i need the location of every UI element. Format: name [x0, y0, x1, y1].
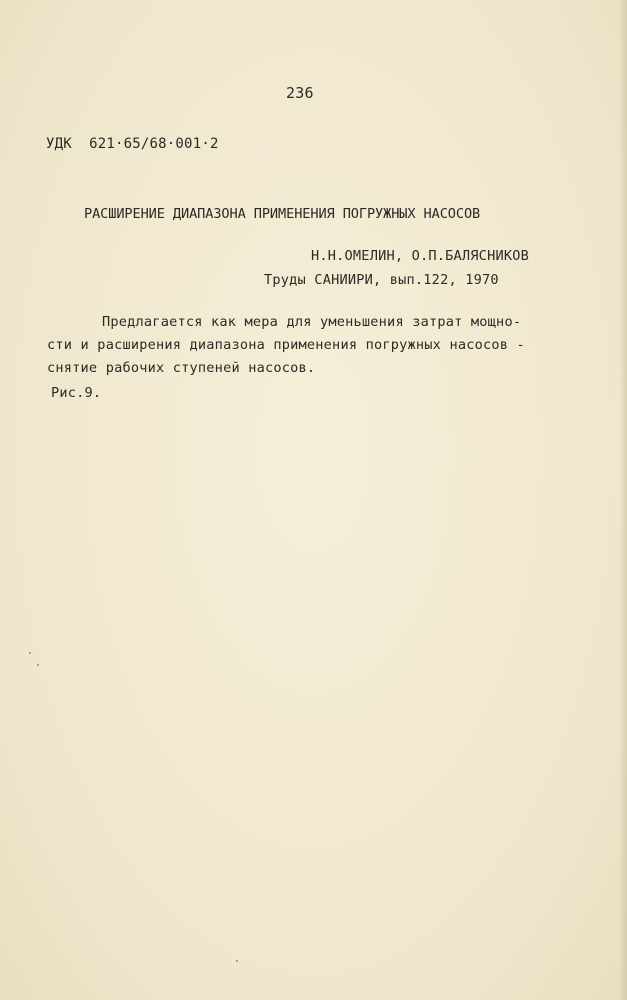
udk-code: УДК 621·65/68·001·2: [46, 136, 219, 152]
article-source: Труды САНИИРИ, вып.122, 1970: [264, 272, 499, 288]
abstract-line: Предлагается как мера для уменьшения затрат мощно-: [102, 314, 522, 330]
paper-speck: [29, 652, 31, 654]
page-number: 236: [286, 84, 314, 102]
article-title: РАСШИРЕНИЕ ДИАПАЗОНА ПРИМЕНЕНИЯ ПОГРУЖНЫХ НАСОСОВ: [84, 206, 481, 222]
paper-speck: [236, 960, 238, 962]
page-edge-shadow: [619, 0, 627, 1000]
abstract-line: сти и расширения диапазона применения погружных насосов -: [47, 337, 525, 353]
article-authors: Н.Н.ОМЕЛИН, О.П.БАЛЯСНИКОВ: [311, 248, 529, 264]
figure-count: Рис.9.: [51, 385, 102, 401]
abstract-line: снятие рабочих ступеней насосов.: [47, 360, 316, 376]
paper-speck: [37, 664, 39, 666]
